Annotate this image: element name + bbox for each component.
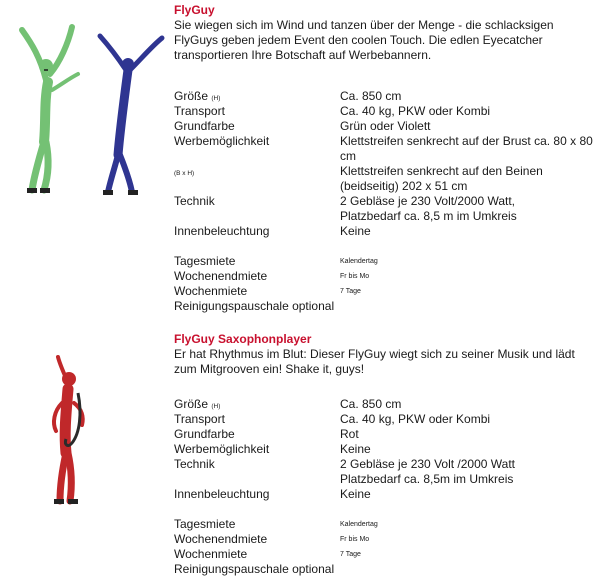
spec-label: Größe: [174, 89, 209, 103]
spec-label: Transport: [174, 412, 225, 426]
spec-value: Ca. 40 kg, PKW oder Kombi: [340, 412, 491, 426]
flyguy-blue-image: [90, 30, 170, 200]
spec-row-innenbeleuchtung: [174, 224, 608, 239]
rental-label: Reinigungspauschale optional: [174, 299, 335, 313]
spec-value: Klettstreifen senkrecht auf der Brust ca. 80 x 80 cm: [340, 134, 593, 163]
spec-row-werbemoeglichkeit-beine: [174, 164, 608, 194]
spec-label: Transport: [174, 104, 225, 118]
spec-row-innenbeleuchtung: [174, 487, 608, 502]
spec-value: 2 Gebläse je 230 Volt/2000 Watt, Platzbedarf ca. 8,5 m im Umkreis: [340, 194, 517, 223]
rental-row-wochenmiete: [174, 284, 608, 299]
rental-row-wochenmiete: [174, 547, 608, 562]
rental-label: Wochenendmiete: [174, 269, 268, 283]
spec-label: Werbemöglichkeit: [174, 442, 270, 456]
rental-row-wochenendmiete: [174, 532, 608, 547]
rental-label: Reinigungspauschale optional: [174, 562, 335, 576]
product-title: FlyGuy Saxophonplayer: [174, 332, 312, 346]
rental-label: Tagesmiete: [174, 517, 236, 531]
rental-value: Fr bis Mo: [340, 536, 370, 543]
product-content: [174, 332, 608, 577]
rental-value: 7 Tage: [340, 551, 361, 558]
spec-label: Technik: [174, 194, 215, 208]
spec-row-grundfarbe: [174, 119, 608, 134]
rental-row-tagesmiete: [174, 517, 608, 532]
rental-value: [340, 299, 608, 314]
spec-row-grundfarbe: [174, 427, 608, 442]
spec-label: Grundfarbe: [174, 427, 235, 441]
spec-row-groesse: [174, 397, 608, 412]
spec-value: Rot: [340, 427, 359, 441]
flyguy-green-image: [10, 22, 90, 197]
spec-row-technik: [174, 457, 608, 487]
spec-note: (H): [211, 95, 221, 102]
spec-value: Grün oder Violett: [340, 119, 431, 133]
spec-label: Innenbeleuchtung: [174, 224, 270, 238]
spec-row-technik: [174, 194, 608, 224]
spec-value: Klettstreifen senkrecht auf den Beinen (beidseitig) 202 x 51 cm: [340, 164, 543, 193]
spec-label: Technik: [174, 457, 215, 471]
rental-label: Tagesmiete: [174, 254, 236, 268]
rental-label: Wochenendmiete: [174, 532, 268, 546]
spec-row-groesse: [174, 89, 608, 104]
flyguy-saxophonplayer-image: [38, 353, 108, 513]
rental-row-reinigung: [174, 562, 608, 577]
spec-note: (H): [211, 403, 221, 410]
rental-value: 7 Tage: [340, 288, 361, 295]
rental-row-reinigung: [174, 299, 608, 314]
spec-value: Keine: [340, 224, 371, 238]
spec-row-werbemoeglichkeit: [174, 442, 608, 457]
product-content: [174, 3, 608, 314]
spec-row-transport: [174, 104, 608, 119]
product-flyguy-saxophonplayer: [0, 325, 609, 576]
product-title: FlyGuy: [174, 3, 215, 17]
rental-label: Wochenmiete: [174, 547, 248, 561]
spec-label: Grundfarbe: [174, 119, 235, 133]
spec-value: Keine: [340, 442, 371, 456]
spec-value: Ca. 40 kg, PKW oder Kombi: [340, 104, 491, 118]
rental-row-wochenendmiete: [174, 269, 608, 284]
spec-label: Werbemöglichkeit: [174, 134, 270, 148]
product-description: Sie wiegen sich im Wind und tanzen über der Menge - die schlacksigen FlyGuys geben jedem Event den coolen Touch. Die edlen Eyecatcher transportieren Ihre Botschaft auf Werbebannern.: [174, 18, 554, 62]
spec-label: Größe: [174, 397, 209, 411]
rental-value: Kalendertag: [340, 521, 378, 528]
product-description: Er hat Rhythmus im Blut: Dieser FlyGuy wiegt sich zu seiner Musik und lädt zum Mitgrooven ein! Shake it, guys!: [174, 347, 575, 376]
rental-label: Wochenmiete: [174, 284, 248, 298]
spec-value: Keine: [340, 487, 371, 501]
spec-value: Ca. 850 cm: [340, 89, 402, 103]
rental-row-tagesmiete: [174, 254, 608, 269]
spec-value: Ca. 850 cm: [340, 397, 402, 411]
rental-value: Kalendertag: [340, 258, 378, 265]
spec-value: 2 Gebläse je 230 Volt /2000 Watt Platzbedarf ca. 8,5m im Umkreis: [340, 457, 516, 486]
spec-row-transport: [174, 412, 608, 427]
spec-row-werbemoeglichkeit: [174, 134, 608, 164]
spec-note: (B x H): [174, 170, 195, 177]
rental-value: Fr bis Mo: [340, 273, 370, 280]
rental-value: [340, 562, 608, 577]
spec-label: Innenbeleuchtung: [174, 487, 270, 501]
